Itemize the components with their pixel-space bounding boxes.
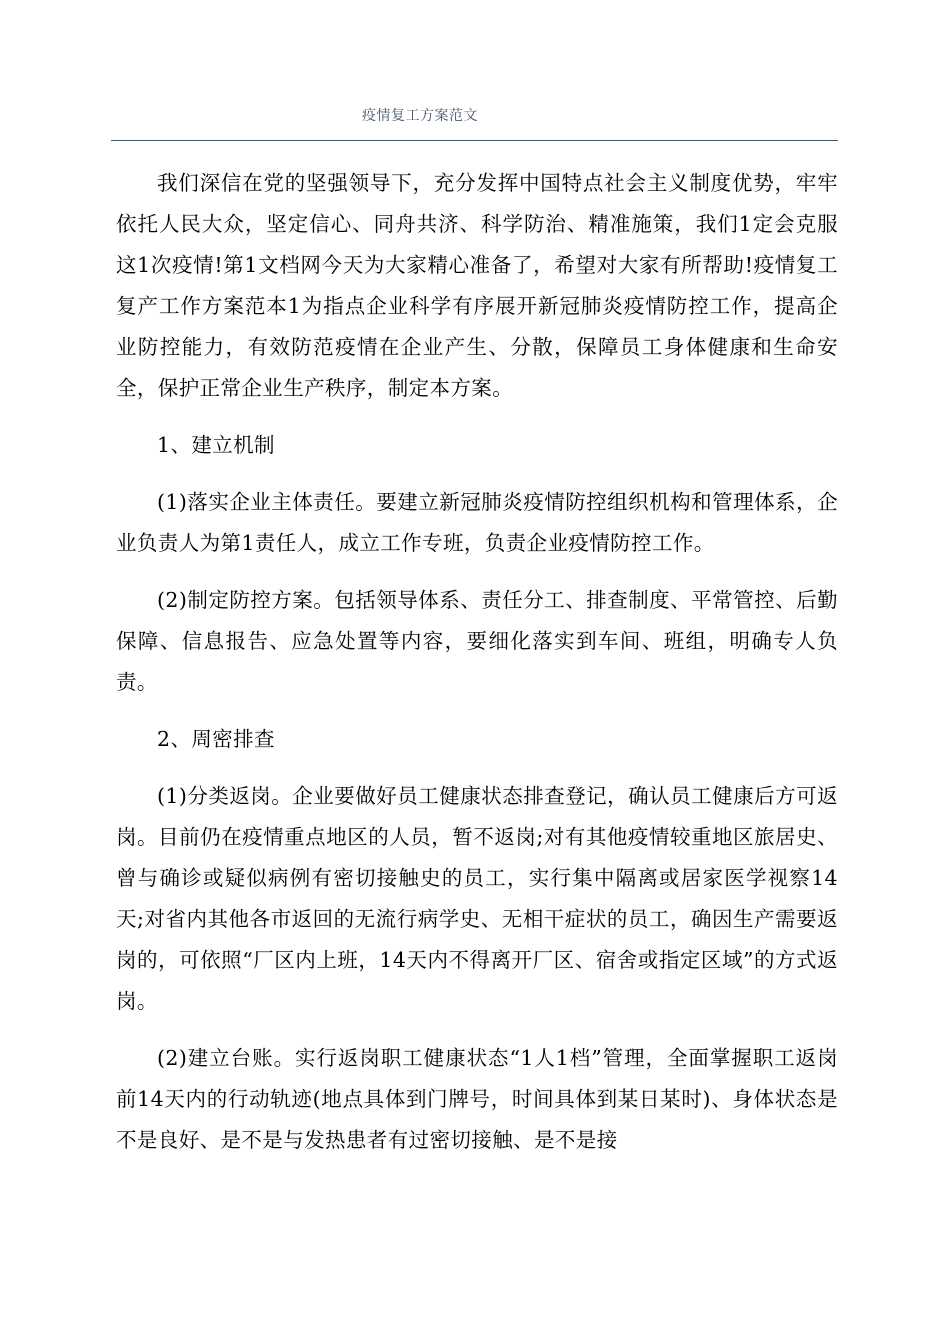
document-body xyxy=(116,163,838,1161)
page-header-title: 疫情复工方案范文 xyxy=(362,108,478,124)
section-heading-establish-mechanism: 1、建立机制 xyxy=(157,433,275,457)
paragraph-prevention-plan: (2)制定防控方案。包括领导体系、责任分工、排查制度、平常管控、后勤保障、信息报告、应急处置等内容，要细化落实到车间、班组，明确专人负责。 xyxy=(116,588,838,694)
header-divider xyxy=(111,140,838,141)
paragraph-responsibility: (1)落实企业主体责任。要建立新冠肺炎疫情防控组织机构和管理体系，企业负责人为第1责任人，成立工作专班，负责企业疫情防控工作。 xyxy=(116,490,838,555)
paragraph-ledger: (2)建立台账。实行返岗职工健康状态“1人1档”管理，全面掌握职工返岗前14天内的行动轨迹(地点具体到门牌号，时间具体到某日某时)、身体状态是不是良好、是不是与发热患者有过密切接触、是不是接 xyxy=(116,1046,838,1152)
paragraph-return-by-category: (1)分类返岗。企业要做好员工健康状态排查登记，确认员工健康后方可返岗。目前仍在疫情重点地区的人员，暂不返岗;对有其他疫情较重地区旅居史、曾与确诊或疑似病例有密切接触史的员工，实行集中隔离或居家医学视察14天;对省内其他各市返回的无流行病学史、无相干症状的员工，确因生产需要返岗的，可依照“厂区内上班，14天内不得离开厂区、宿舍或指定区域”的方式返岗。 xyxy=(116,784,838,1013)
paragraph-intro: 我们深信在党的坚强领导下，充分发挥中国特点社会主义制度优势，牢牢依托人民大众，坚定信心、同舟共济、科学防治、精准施策，我们1定会克服这1次疫情!第1文档网今天为大家精心准备了，希望对大家有所帮助!疫情复工复产工作方案范本1为指点企业科学有序展开新冠肺炎疫情防控工作，提高企业防控能力，有效防范疫情在企业产生、分散，保障员工身体健康和生命安全，保护正常企业生产秩序，制定本方案。 xyxy=(116,171,838,400)
section-heading-thorough-screening: 2、周密排查 xyxy=(157,727,275,751)
